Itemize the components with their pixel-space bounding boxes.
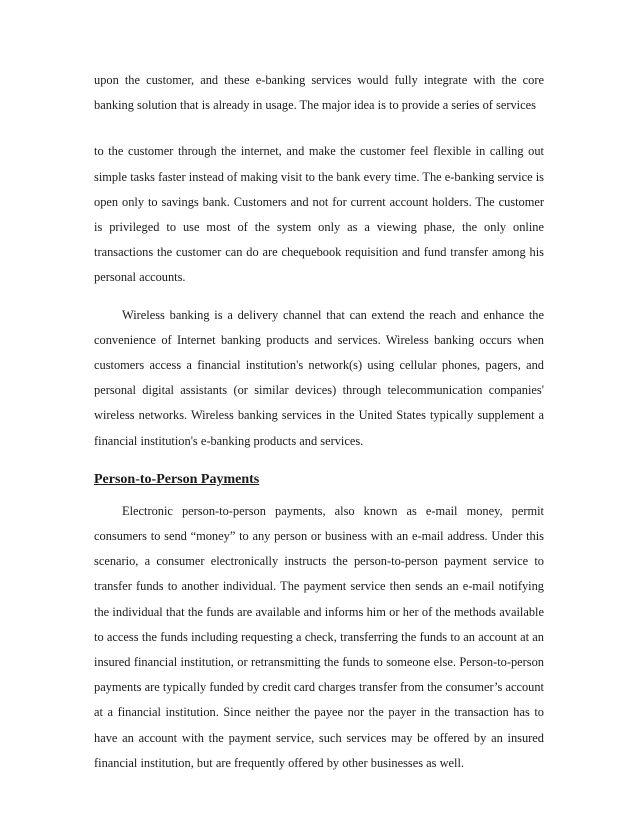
paragraph-person-to-person: Electronic person-to-person payments, also known as e-mail money, permit consumers to send “money” to any person or business with an e-mail address. Under this scenario, a consumer electronically instructs the person-to-person payment service to transfer funds to another individual. The payment service then sends an e-mail notifying the individual that the funds are available and informs him or her of the methods available to access the funds including requesting a check, transferring the funds to an account at an insured financial institution, or retransmitting the funds to someone else. Person-to-person payments are typically funded by credit card charges transfer from the consumer’s account at a financial institution. Since neither the payee nor the payer in the transaction has to have an account with the payment service, such services may be offered by an insured financial institution, but are frequently offered by other businesses as well. — [94, 503, 544, 770]
paragraph-wireless-banking: Wireless banking is a delivery channel that can extend the reach and enhance the convenience of Internet banking products and services. Wireless banking occurs when customers access a financial institution's network(s) using cellular phones, pagers, and personal digital assistants (or similar devices) through telecommunication companies' wireless networks. Wireless banking services in the United States typically supplement a financial institution's e-banking products and services. — [94, 307, 544, 448]
section-heading-person-to-person: Person-to-Person Payments — [94, 471, 260, 487]
paragraph-banking-solution: upon the customer, and these e-banking services would fully integrate with the core banking solution that is already in usage. The major idea is to provide a series of services — [94, 73, 544, 113]
paragraph-internet-services: to the customer through the internet, and make the customer feel flexible in calling out simple tasks faster instead of making visit to the bank every time. The e-banking service is open only to savings bank. Customers and not for current account holders. The customer is privileged to use most of the system only as a viewing phase, the only online transactions the customer can do are chequebook requisition and fund transfer among his personal accounts. — [94, 144, 544, 285]
document-page — [94, 68, 544, 776]
